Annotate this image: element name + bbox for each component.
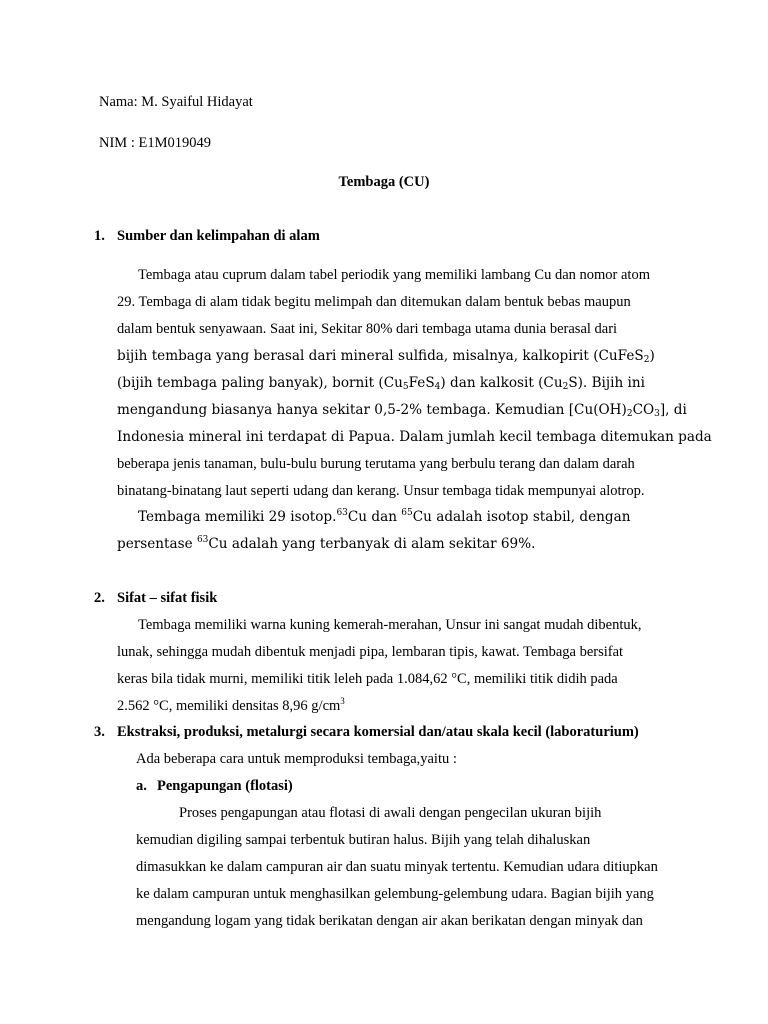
text: S). Bijih ini <box>568 375 645 391</box>
section-1-isotope-line <box>138 508 630 526</box>
section-1-number: 1. <box>94 228 105 244</box>
student-nim: NIM : E1M019049 <box>99 135 211 151</box>
superscript: 63 <box>336 508 348 518</box>
text: FeS <box>408 375 435 391</box>
text: ) dan kalkosit (Cu <box>440 375 563 391</box>
subscript: 2 <box>626 409 633 419</box>
section-2-line-2: lunak, sehingga mudah dibentuk menjadi pipa, lembaran tipis, kawat. Tembaga bersifat <box>117 644 624 660</box>
text: mengandung biasanya hanya sekitar 0,5-2% tembaga. Kemudian [Cu(OH) <box>117 402 627 418</box>
section-3-heading: Ekstraksi, produksi, metalurgi secara komersial dan/atau skala kecil (laboraturium) <box>117 724 639 740</box>
section-1-line-7: Indonesia mineral ini terdapat di Papua. Dalam jumlah kecil tembaga ditemukan pada <box>117 429 712 445</box>
text: ], di <box>659 402 687 418</box>
text: ) <box>649 348 655 364</box>
subscript: 4 <box>434 382 441 392</box>
text: Cu adalah yang terbanyak di alam sekitar 69%. <box>208 536 536 552</box>
superscript: 3 <box>340 696 345 706</box>
section-2-line-1: Tembaga memiliki warna kuning kemerah-merahan, Unsur ini sangat mudah dibentuk, <box>138 617 642 633</box>
subsection-a-label: a. <box>136 778 147 794</box>
text: Tembaga memiliki 29 isotop. <box>138 509 337 525</box>
subscript: 5 <box>402 382 409 392</box>
text: bijih tembaga yang berasal dari mineral sulfida, misalnya, kalkopirit (CuFeS <box>117 348 644 364</box>
section-2-line-4 <box>117 697 345 715</box>
section-1-percentage-line <box>117 535 535 553</box>
section-1-line-4 <box>117 347 655 365</box>
page-title: Tembaga (CU) <box>338 174 430 190</box>
text: persentase <box>117 536 197 552</box>
text: Cu dan <box>347 509 402 525</box>
subscript: 3 <box>654 409 660 419</box>
section-2-heading: Sifat – sifat fisik <box>117 590 218 606</box>
superscript: 65 <box>401 508 413 518</box>
section-3-number: 3. <box>94 724 105 740</box>
section-1-line-2: 29. Tembaga di alam tidak begitu melimpah dan ditemukan dalam bentuk bebas maupun <box>117 294 631 310</box>
subsection-a-line-2: kemudian digiling sampai terbentuk butiran halus. Bijih yang telah dihaluskan <box>136 832 591 848</box>
superscript: 63 <box>196 535 209 545</box>
subsection-a-heading: Pengapungan (flotasi) <box>157 778 293 794</box>
subsection-a-line-4: ke dalam campuran untuk menghasilkan gelembung-gelembung udara. Bagian bijih yang <box>136 886 654 902</box>
section-2-line-3: keras bila tidak murni, memiliki titik leleh pada 1.084,62 °C, memiliki titik didih pada <box>117 671 618 687</box>
section-1-line-1: Tembaga atau cuprum dalam tabel periodik yang memiliki lambang Cu dan nomor atom <box>138 267 650 283</box>
subsection-a-line-3: dimasukkan ke dalam campuran air dan suatu minyak tertentu. Kemudian udara ditiupkan <box>136 859 658 875</box>
student-name: Nama: M. Syaiful Hidayat <box>99 94 253 110</box>
subscript: 2 <box>562 382 569 392</box>
section-1-line-6 <box>117 401 687 419</box>
section-2-number: 2. <box>94 590 105 606</box>
text: (bijih tembaga paling banyak), bornit (Cu <box>117 375 403 391</box>
text: Cu adalah isotop stabil, dengan <box>412 509 631 525</box>
section-1-line-3: dalam bentuk senyawaan. Saat ini, Sekitar 80% dari tembaga utama dunia berasal dari <box>117 321 618 337</box>
text: CO <box>632 402 655 418</box>
section-1-heading: Sumber dan kelimpahan di alam <box>117 228 320 244</box>
section-1-line-9: binatang-binatang laut seperti udang dan kerang. Unsur tembaga tidak mempunyai alotrop. <box>117 483 645 499</box>
section-1-line-5 <box>117 374 645 392</box>
text: 2.562 °C, memiliki densitas 8,96 g/cm <box>117 698 341 714</box>
subsection-a-line-5: mengandung logam yang tidak berikatan dengan air akan berikatan dengan minyak dan <box>136 913 643 929</box>
section-1-line-8: beberapa jenis tanaman, bulu-bulu burung terutama yang berbulu terang dan dalam darah <box>117 456 635 472</box>
section-3-intro: Ada beberapa cara untuk memproduksi tembaga,yaitu : <box>136 751 457 767</box>
subsection-a-line-1: Proses pengapungan atau flotasi di awali dengan pengecilan ukuran bijih <box>179 805 602 821</box>
subscript: 2 <box>643 355 650 365</box>
